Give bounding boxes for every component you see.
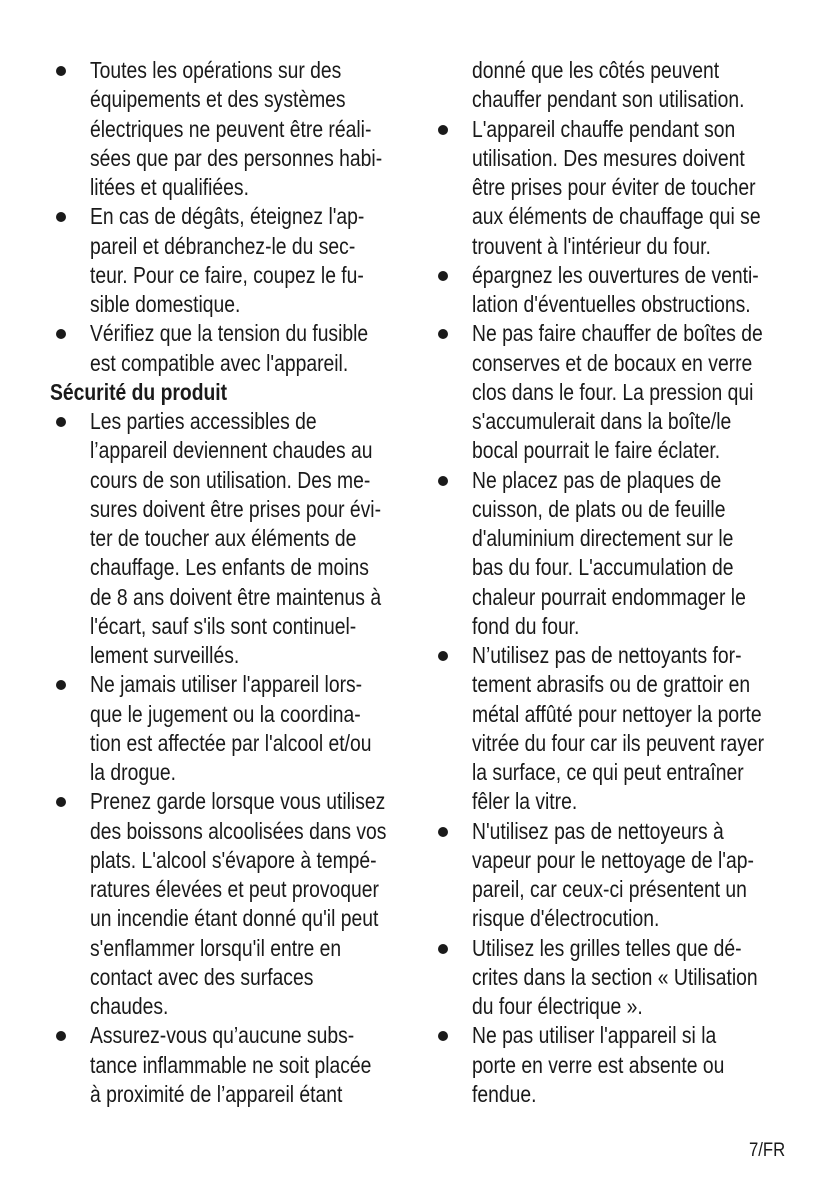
text-line: L'appareil chauffe pendant son: [472, 115, 736, 142]
text-line: Ne pas utiliser l'appareil si la: [472, 1022, 717, 1049]
text-line: N'utilisez pas de nettoyeurs à: [472, 817, 724, 844]
bullet-icon: [438, 271, 448, 281]
text-line: épargnez les ouvertures de venti-: [472, 261, 759, 288]
bullet-item-alcoholic-drinks: [50, 787, 415, 1021]
text-line: s'enflammer lorsqu'il entre en: [90, 934, 342, 961]
text-line: Toutes les opérations sur des: [90, 57, 342, 83]
text-line: plats. L'alcool s'évapore à tempé-: [90, 846, 377, 873]
text-line: crites dans la section « Utilisation: [472, 963, 758, 990]
text-line: Ne jamais utiliser l'appareil lors-: [90, 671, 363, 698]
bullet-icon: [56, 329, 66, 339]
bullet-icon: [56, 1031, 66, 1041]
bullet-item-alcohol-drugs: [50, 670, 415, 787]
text-line: bas du four. L'accumulation de: [472, 554, 734, 581]
text-line: porte en verre est absente ou: [472, 1051, 725, 1078]
bullet-item-abrasive-cleaners: [432, 641, 804, 817]
text-line: un incendie étant donné qu'il peut: [90, 905, 379, 932]
bullet-icon: [438, 476, 448, 486]
text-line: litées et qualifiées.: [90, 174, 249, 200]
text-line: pareil et débranchez-le du sec-: [90, 232, 356, 259]
text-line: que le jugement ou la coordina-: [90, 700, 361, 727]
text-line: contact avec des surfaces: [90, 963, 314, 990]
text-line: lement surveillés.: [90, 642, 240, 668]
text-line: aux éléments de chauffage qui se: [472, 203, 761, 230]
bullet-item-steam-cleaners: [432, 817, 804, 934]
text-line: d'aluminium directement sur le: [472, 525, 734, 551]
bullet-icon: [438, 329, 448, 339]
text-line: utilisation. Des mesures doivent: [472, 144, 745, 171]
text-line: trouvent à l'intérieur du four.: [472, 232, 711, 259]
bullet-icon: [56, 797, 66, 807]
text-line: Ne placez pas de plaques de: [472, 466, 722, 493]
text-line: de 8 ans doivent être maintenus à: [90, 583, 382, 610]
text-line: fêler la vitre.: [472, 788, 578, 815]
bullet-item-appliance-heats: [432, 115, 804, 261]
text-line: tement abrasifs ou de grattoir en: [472, 671, 751, 698]
text-line: l’appareil deviennent chaudes au: [90, 437, 373, 464]
text-line: chauffage. Les enfants de moins: [90, 554, 369, 581]
text-line: Utilisez les grilles telles que dé-: [472, 934, 742, 961]
text-line: fond du four.: [472, 612, 580, 639]
text-line: Prenez garde lorsque vous utilisez: [90, 788, 386, 815]
section-heading: Sécurité du produit: [50, 378, 228, 405]
text-line: conserves et de bocaux en verre: [472, 349, 753, 376]
text-line: vapeur pour le nettoyage de l'ap-: [472, 846, 754, 873]
text-line: cours de son utilisation. Des me-: [90, 466, 371, 493]
text-line: vitrée du four car ils peuvent rayer: [472, 729, 765, 756]
bullet-icon: [438, 651, 448, 661]
text-line: ratures élevées et peut provoquer: [90, 876, 379, 902]
text-line: risque d'électrocution.: [472, 905, 660, 932]
bullet-item-qualified-personnel: [50, 56, 415, 202]
page-number: 7/FR: [748, 1140, 785, 1161]
text-line: En cas de dégâts, éteignez l'ap-: [90, 203, 365, 230]
text-line: sées que par des personnes habi-: [90, 144, 383, 171]
text-line: tance inflammable ne soit placée: [90, 1051, 372, 1078]
bullet-item-closed-containers: [432, 319, 804, 465]
text-line: est compatible avec l'appareil.: [90, 349, 349, 376]
text-line: équipements et des systèmes: [90, 86, 346, 113]
text-line: pareil, car ceux-ci présentent un: [472, 876, 747, 902]
text-line: la drogue.: [90, 759, 176, 785]
bullet-item-grids-usage: [432, 934, 804, 1022]
right-column: [432, 56, 804, 1109]
text-line: chauffer pendant son utilisation.: [472, 86, 745, 113]
bullet-item-flammable-substance: [50, 1021, 415, 1109]
text-line: l'écart, sauf s'ils sont continuel-: [90, 612, 357, 639]
text-line: chaleur pourrait endommager le: [472, 583, 746, 610]
bullet-item-oven-bottom: [432, 466, 804, 642]
text-line: être prises pour éviter de toucher: [472, 174, 756, 200]
bullet-item-ventilation: [432, 261, 804, 320]
text-line: sures doivent être prises pour évi-: [90, 495, 382, 522]
bullet-icon: [56, 417, 66, 427]
text-line: Assurez-vous qu’aucune subs-: [90, 1022, 355, 1049]
text-line: lation d'éventuelles obstructions.: [472, 291, 751, 317]
bullet-icon: [56, 680, 66, 690]
text-line: ter de toucher aux éléments de: [90, 525, 357, 551]
text-line: Vérifiez que la tension du fusible: [90, 320, 369, 347]
bullet-icon: [56, 212, 66, 222]
text-line: à proximité de l’appareil étant: [90, 1080, 343, 1107]
text-line: bocal pourrait le faire éclater.: [472, 437, 721, 464]
text-line: métal affûté pour nettoyer la porte: [472, 700, 762, 727]
bullet-item-fuse-voltage: [50, 319, 415, 378]
text-line: Les parties accessibles de: [90, 408, 317, 434]
text-line: clos dans le four. La pression qui: [472, 378, 754, 405]
bullet-item-hot-parts: [50, 407, 415, 670]
bullet-icon: [438, 944, 448, 954]
left-column: [50, 56, 415, 1109]
bullet-icon: [438, 125, 448, 135]
text-line: chaudes.: [90, 993, 169, 1019]
text-line: donné que les côtés peuvent: [472, 57, 720, 83]
bullet-item-damage: [50, 202, 415, 319]
bullet-icon: [56, 66, 66, 76]
text-line: teur. Pour ce faire, coupez le fu-: [90, 261, 364, 288]
text-line: N’utilisez pas de nettoyants for-: [472, 642, 742, 668]
text-line: Ne pas faire chauffer de boîtes de: [472, 320, 763, 347]
text-line: sible domestique.: [90, 291, 241, 317]
text-line: du four électrique ».: [472, 993, 643, 1019]
text-line: cuisson, de plats ou de feuille: [472, 495, 726, 522]
text-line: la surface, ce qui peut entraîner: [472, 759, 744, 785]
bullet-icon: [438, 827, 448, 837]
text-line: fendue.: [472, 1080, 537, 1107]
text-line: s'accumulerait dans la boîte/le: [472, 408, 732, 434]
text-line: des boissons alcoolisées dans vos: [90, 817, 387, 844]
bullet-icon: [438, 1031, 448, 1041]
bullet-item-glass-door: [432, 1021, 804, 1109]
continued-text: [432, 56, 804, 115]
text-line: tion est affectée par l'alcool et/ou: [90, 729, 372, 756]
text-line: électriques ne peuvent être réali-: [90, 115, 372, 142]
